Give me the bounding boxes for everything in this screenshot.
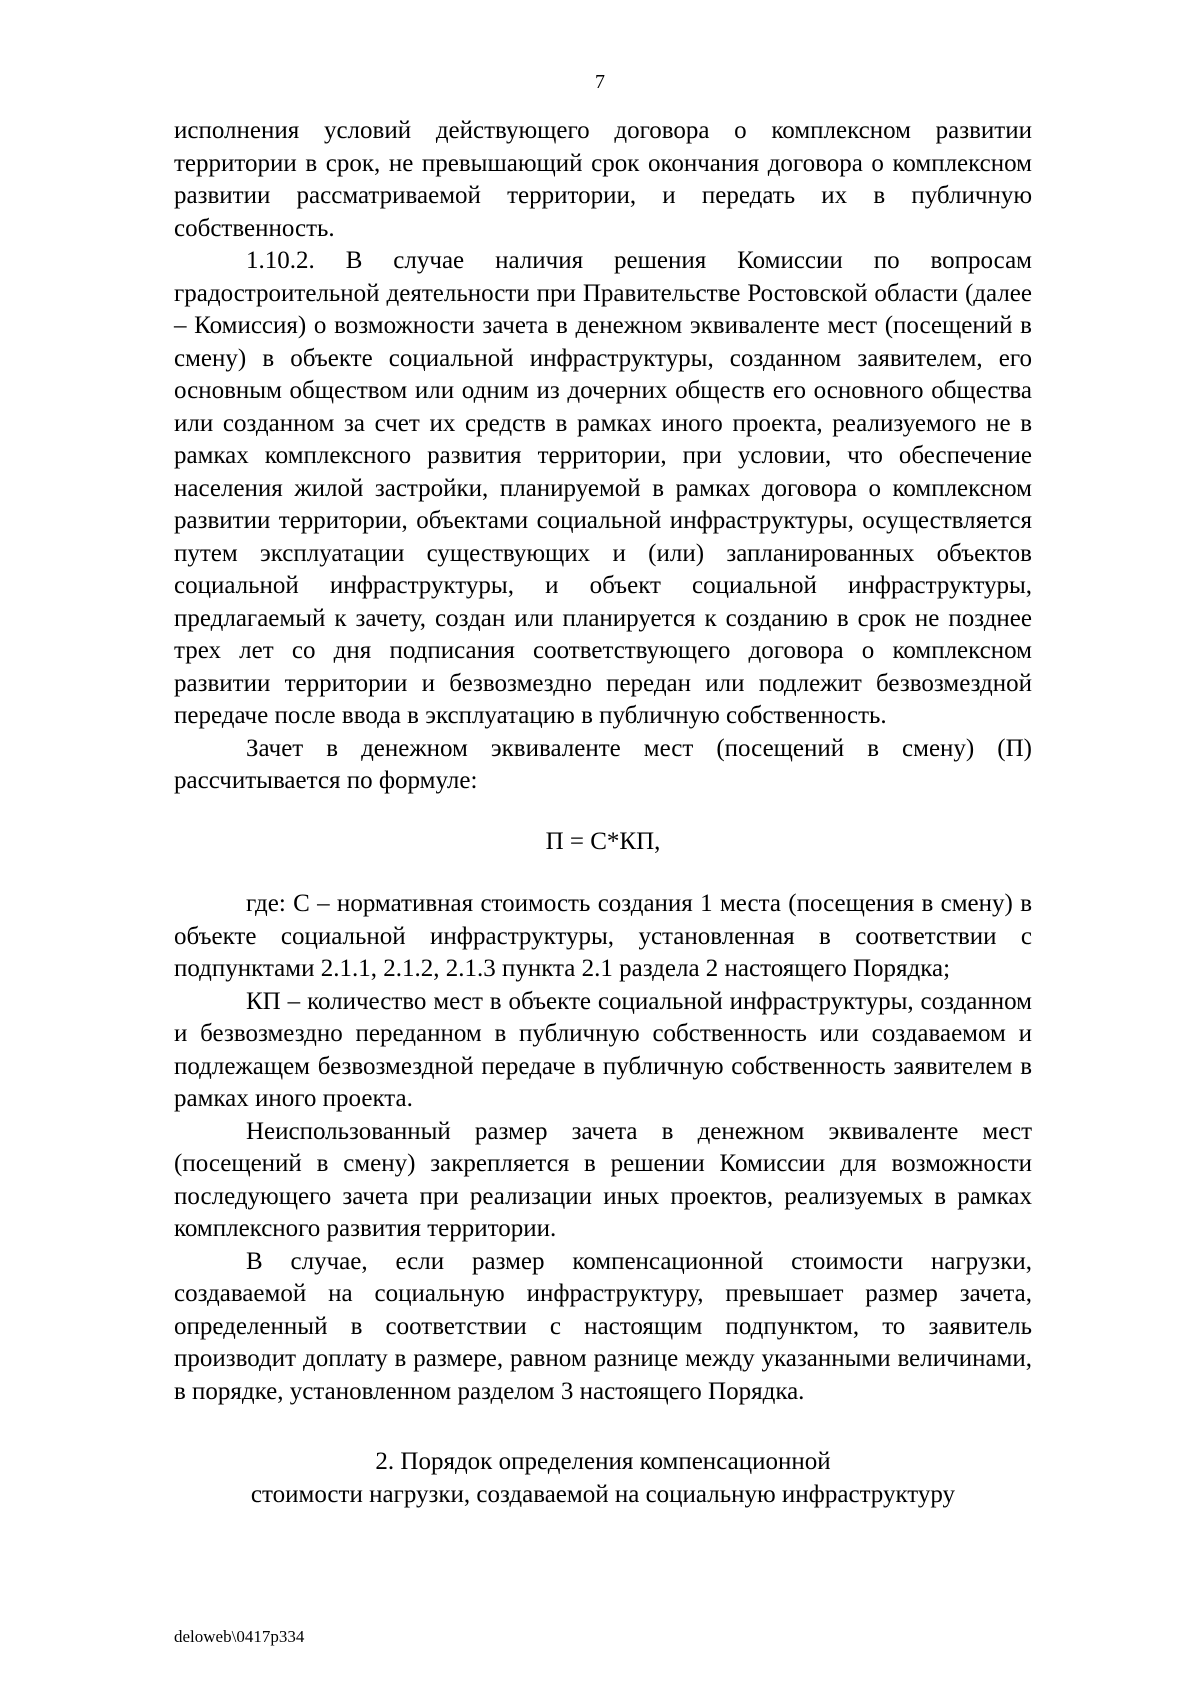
document-body [174, 115, 1032, 1511]
section-heading-line-1: 2. Порядок определения компенсационной [375, 1448, 831, 1475]
paragraph-clause-1-10-2: 1.10.2. В случае наличия решения Комиссии по вопросам градостроительной деятельности при Правительстве Ростовской области (далее – Комиссия) о возможности зачета в денежном эквиваленте мест (посещений в смену) в объекте социальной инфраструктуры, созданном заявителем, его основным обществом или одним из дочерних обществ его основного общества или созданном за счет их средств в рамках иного проекта, реализуемого не в рамках комплексного развития территории, при условии, что обеспечение населения жилой застройки, планируемой в рамках договора о комплексном развитии территории, объектами социальной инфраструктуры, осуществляется путем эксплуатации существующих и (или) запланированных объектов социальной инфраструктуры, и объект социальной инфраструктуры, предлагаемый к зачету, создан или планируется к созданию в срок не позднее трех лет со дня подписания соответствующего договора о комплексном развитии территории и безвозмездно передан или подлежит безвозмездной передаче после ввода в эксплуатацию в публичную собственность. [174, 247, 1032, 729]
document-footer-code: deloweb\0417p334 [174, 1627, 305, 1646]
paragraph-continuation: исполнения условий действующего договора о комплексном развитии территории в срок, не превышающий срок окончания договора о комплексном развитии рассматриваемой территории, и передать их в публичную собственность. [174, 117, 1032, 242]
definition-kp: КП – количество мест в объекте социальной инфраструктуры, созданном и безвозмездно переданном в публичную собственность или создаваемом и подлежащем безвозмездной передаче в публичную собственность заявителем в рамках иного проекта. [174, 987, 1032, 1112]
paragraph-unused-offset: Неиспользованный размер зачета в денежном эквиваленте мест (посещений в смену) закрепляется в решении Комиссии для возможности последующего зачета при реализации иных проектов, реализуемых в рамках комплексного развития территории. [174, 1117, 1032, 1242]
definition-c: где: С – нормативная стоимость создания 1 места (посещения в смену) в объекте социальной инфраструктуры, установленная в соответствии с подпунктами 2.1.1, 2.1.2, 2.1.3 пункта 2.1 раздела 2 настоящего Порядка; [174, 890, 1032, 982]
formula: П = С*КП, [545, 827, 661, 855]
paragraph-surcharge: В случае, если размер компенсационной стоимости нагрузки, создаваемой на социальную инфраструктуру, превышает размер зачета, определенный в соответствии с настоящим подпунктом, то заявитель производит доплату в размере, равном разнице между указанными величинами, в порядке, установленном разделом 3 настоящего Порядка. [174, 1247, 1032, 1405]
section-heading [174, 1446, 1032, 1511]
page-number: 7 [595, 71, 605, 93]
paragraph-offset-intro: Зачет в денежном эквиваленте мест (посещений в смену) (П) рассчитывается по формуле: [174, 734, 1032, 794]
section-heading-line-2: стоимости нагрузки, создаваемой на социальную инфраструктуру [250, 1480, 956, 1508]
